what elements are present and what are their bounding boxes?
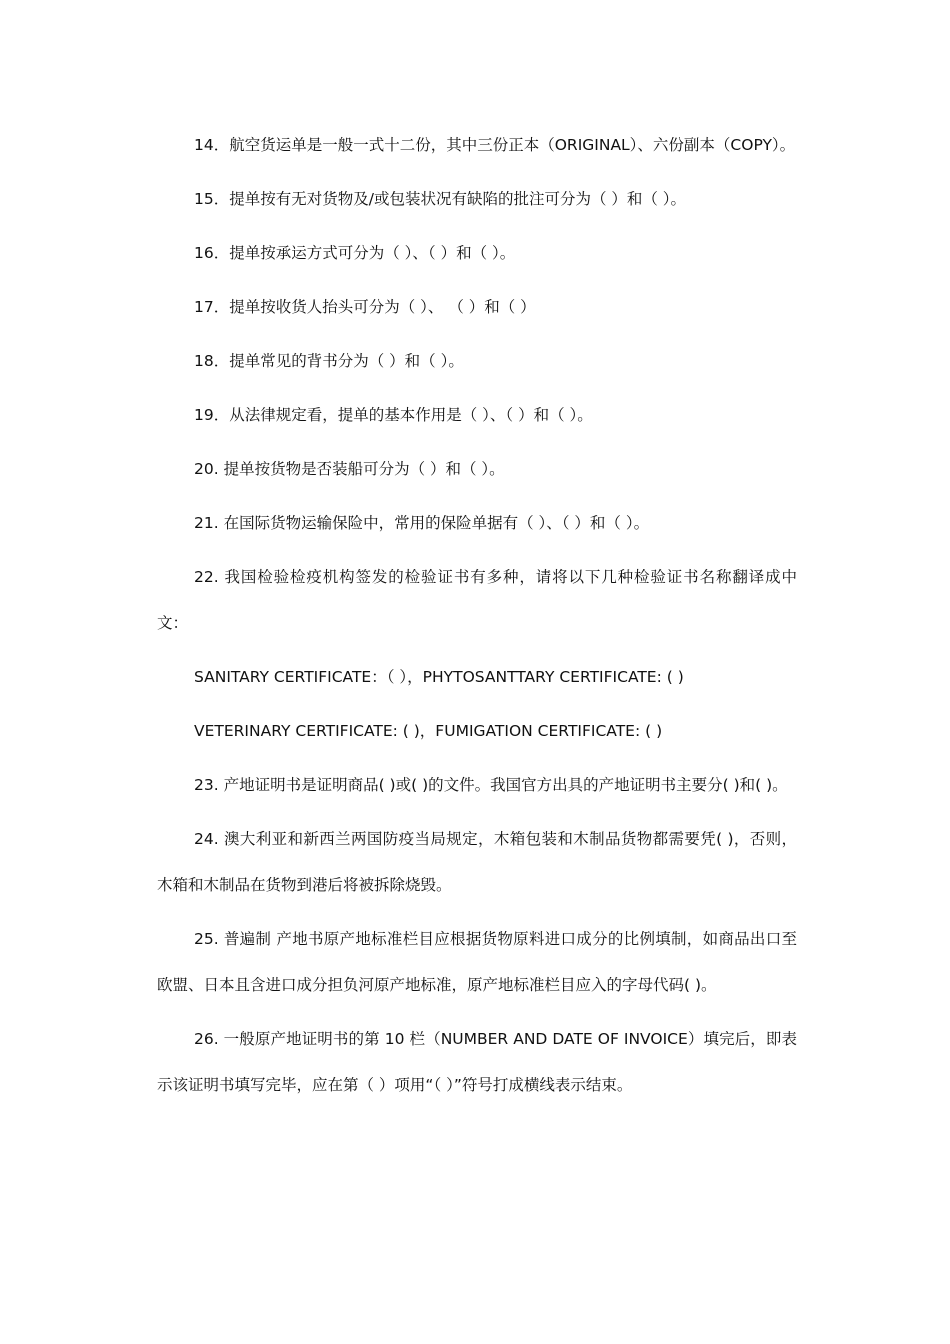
question-24: 24. 澳大利亚和新西兰两国防疫当局规定，木箱包装和木制品货物都需要凭( )，否则，木箱和木制品在货物到港后将被拆除烧毁。 (157, 830, 797, 894)
question-18: 18．提单常见的背书分为（ ）和（ ）。 (194, 352, 464, 370)
question-17: 17．提单按收货人抬头可分为（ ）、 （ ）和（ ） (194, 298, 536, 316)
certificate-line-1: SANITARY CERTIFICATE：（ ），PHYTOSANTTARY CERTIFICATE: ( ) (194, 668, 684, 686)
question-20: 20. 提单按货物是否装船可分为（ ）和（ ）。 (194, 460, 505, 478)
question-22: 22. 我国检验检疫机构签发的检验证书有多种，请将以下几种检验证书名称翻译成中文： (157, 568, 797, 632)
question-23: 23. 产地证明书是证明商品( )或( )的文件。我国官方出具的产地证明书主要分( )和( )。 (194, 776, 788, 794)
document-body (157, 122, 797, 1116)
question-26: 26. 一般原产地证明书的第 10 栏（NUMBER AND DATE OF INVOICE）填完后，即表示该证明书填写完毕，应在第（ ）项用“（ ）”符号打成横线表示结束。 (157, 1030, 797, 1094)
question-15: 15．提单按有无对货物及/或包装状况有缺陷的批注可分为（ ）和（ ）。 (194, 190, 687, 208)
question-21: 21. 在国际货物运输保险中，常用的保险单据有（ ）、（ ）和（ ）。 (194, 514, 650, 532)
question-25: 25. 普遍制 产地书原产地标准栏目应根据货物原料进口成分的比例填制，如商品出口至欧盟、日本且含进口成分担负河原产地标准，原产地标准栏目应入的字母代码( )。 (157, 930, 797, 994)
question-19: 19．从法律规定看，提单的基本作用是（ ）、（ ）和（ ）。 (194, 406, 593, 424)
question-14: 14．航空货运单是一般一式十二份，其中三份正本（ORIGINAL）、六份副本（COPY）。 (194, 136, 796, 154)
certificate-line-2: VETERINARY CERTIFICATE: ( )，FUMIGATION CERTIFICATE: ( ) (194, 722, 663, 740)
question-16: 16．提单按承运方式可分为（ ）、（ ）和（ ）。 (194, 244, 516, 262)
